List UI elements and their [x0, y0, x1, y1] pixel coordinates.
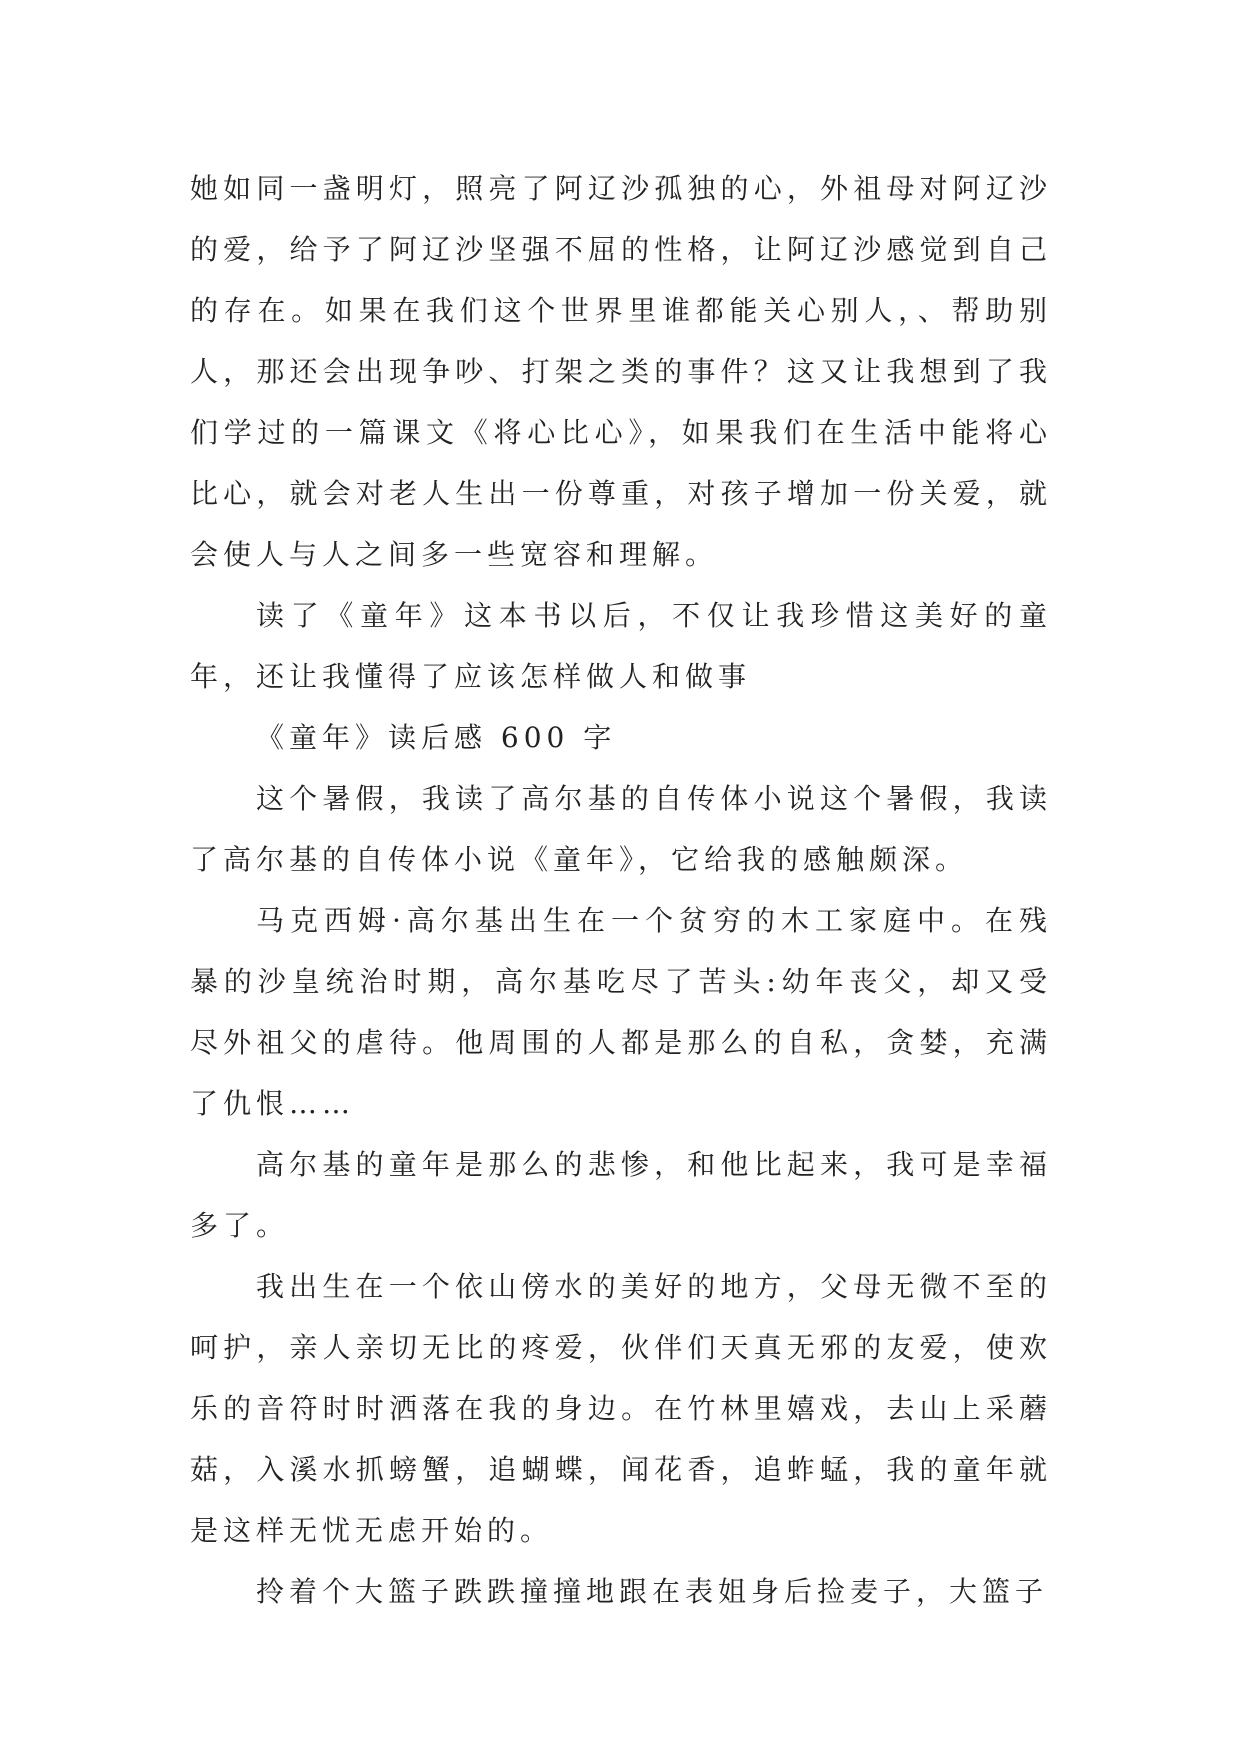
paragraph-4: 马克西姆·高尔基出生在一个贫穷的木工家庭中。在残暴的沙皇统治时期，高尔基吃尽了苦头:幼年丧父，却又受尽外祖父的虐待。他周围的人都是那么的自私，贪婪，充满了仇恨…… [190, 904, 1052, 1120]
essay-title: 《童年》读后感 600 字 [256, 721, 617, 754]
document-body [190, 158, 1052, 1622]
paragraph-1: 她如同一盏明灯，照亮了阿辽沙孤独的心，外祖母对阿辽沙的爱，给予了阿辽沙坚强不屈的性格，让阿辽沙感觉到自己的存在。如果在我们这个世界里谁都能关心别人，、帮助别人，那还会出现争吵、打架之类的事件？这又让我想到了我们学过的一篇课文《将心比心》，如果我们在生活中能将心比心，就会对老人生出一份尊重，对孩子增加一份关爱，就会使人与人之间多一些宽容和理解。 [190, 172, 1052, 571]
paragraph-6: 我出生在一个依山傍水的美好的地方，父母无微不至的呵护，亲人亲切无比的疼爱，伙伴们天真无邪的友爱，使欢乐的音符时时洒落在我的身边。在竹林里嬉戏，去山上采蘑菇，入溪水抓螃蟹，追蝴蝶，闻花香，追蚱蜢，我的童年就是这样无忧无虑开始的。 [190, 1270, 1052, 1547]
paragraph-7: 拎着个大篮子跌跌撞撞地跟在表姐身后捡麦子，大篮子 [256, 1575, 1049, 1608]
paragraph-3: 这个暑假，我读了高尔基的自传体小说这个暑假，我读了高尔基的自传体小说《童年》，它给我的感触颇深。 [190, 782, 1052, 876]
paragraph-5: 高尔基的童年是那么的悲惨，和他比起来，我可是幸福多了。 [190, 1148, 1052, 1242]
paragraph-2: 读了《童年》这本书以后，不仅让我珍惜这美好的童年，还让我懂得了应该怎样做人和做事 [190, 599, 1052, 693]
